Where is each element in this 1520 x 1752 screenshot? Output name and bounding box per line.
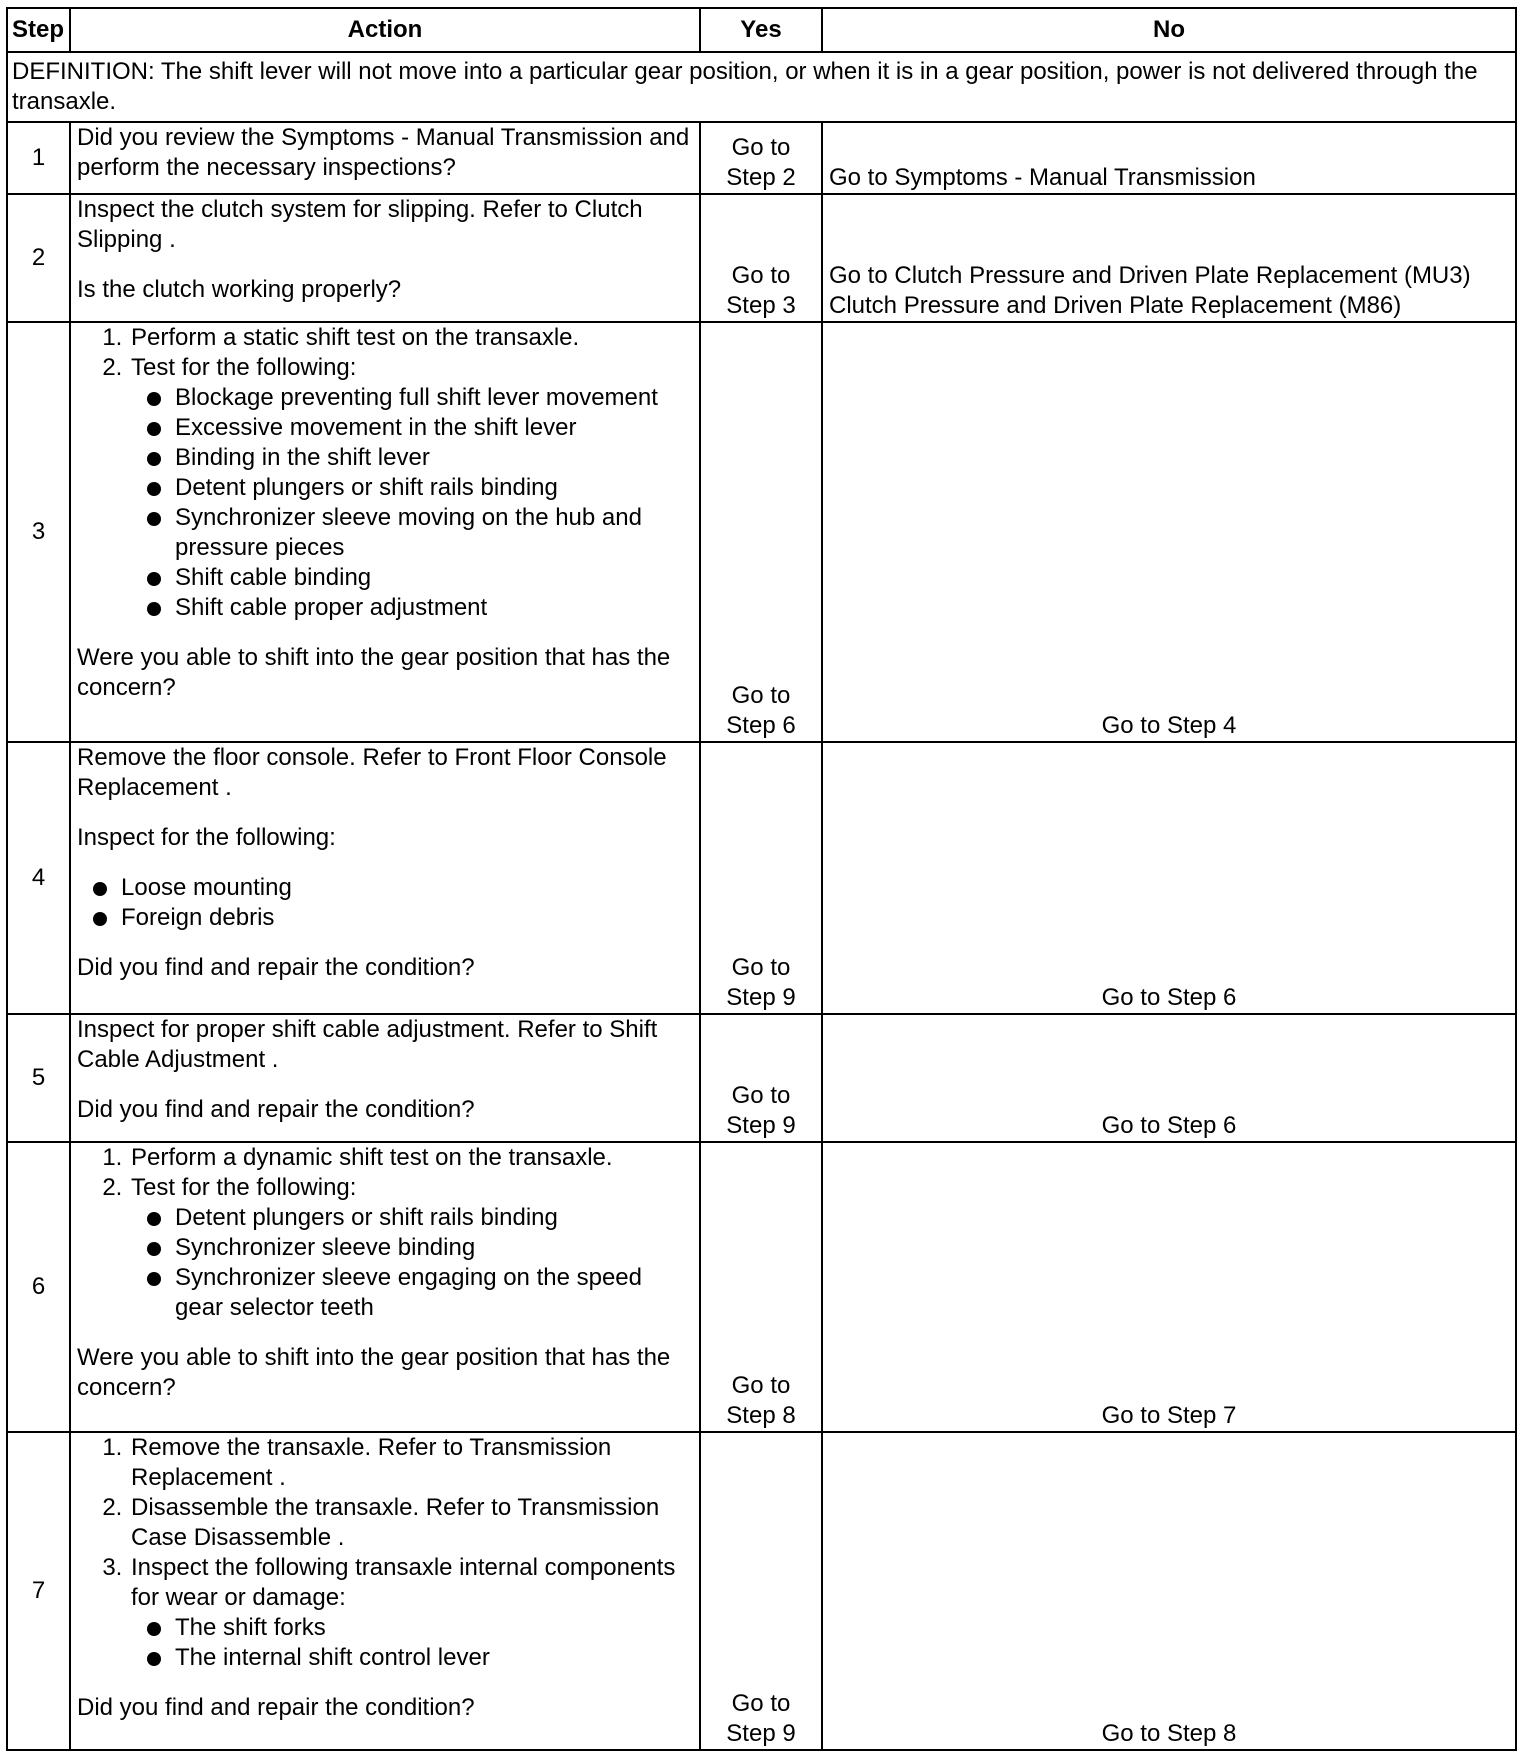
header-row bbox=[7, 8, 1516, 52]
list-item: 2. Disassemble the transaxle. Refer to Transmission Case Disassemble . bbox=[129, 1493, 693, 1553]
header-action: Action bbox=[70, 8, 700, 52]
no-line: Go to Clutch Pressure and Driven Plate Replacement (MU3) bbox=[829, 262, 1471, 289]
list-item bbox=[129, 353, 693, 623]
instruction-text: Inspect the clutch system for slipping. Refer to Clutch Slipping . bbox=[77, 196, 643, 253]
bullet-list bbox=[131, 383, 693, 623]
bullet-item: Shift cable binding bbox=[145, 563, 693, 593]
bullet-item: The internal shift control lever bbox=[145, 1643, 693, 1673]
yes-cell: Go to Step 8 bbox=[700, 1142, 822, 1432]
table-row bbox=[7, 194, 1516, 322]
action-cell bbox=[70, 742, 700, 1014]
diagnostic-table bbox=[6, 7, 1517, 1751]
numbered-list bbox=[77, 323, 693, 623]
yes-cell: Go to Step 9 bbox=[700, 1432, 822, 1750]
action-cell bbox=[70, 1142, 700, 1432]
numbered-list bbox=[77, 1433, 693, 1673]
action-cell bbox=[70, 1432, 700, 1750]
header-yes: Yes bbox=[700, 8, 822, 52]
action-cell bbox=[70, 322, 700, 742]
bullet-list bbox=[131, 1203, 693, 1323]
numbered-list bbox=[77, 1143, 693, 1323]
bullet-item: Synchronizer sleeve moving on the hub and pressure pieces bbox=[145, 503, 693, 563]
yes-cell: Go to Step 3 bbox=[700, 194, 822, 322]
yes-cell: Go to Step 6 bbox=[700, 322, 822, 742]
no-cell: Go to Step 7 bbox=[822, 1142, 1516, 1432]
list-item: 1. Perform a static shift test on the transaxle. bbox=[129, 323, 693, 353]
inspect-intro: Inspect for the following: bbox=[77, 824, 336, 851]
header-step: Step bbox=[7, 8, 70, 52]
no-cell: Go to Symptoms - Manual Transmission bbox=[822, 122, 1516, 194]
definition-text: DEFINITION: The shift lever will not move into a particular gear position, or when it is in a gear position, power is not delivered through the transaxle. bbox=[7, 52, 1516, 122]
bullet-item: Synchronizer sleeve engaging on the speed gear selector teeth bbox=[145, 1263, 693, 1323]
table-row bbox=[7, 1014, 1516, 1142]
bullet-item: Synchronizer sleeve binding bbox=[145, 1233, 693, 1263]
step-number: 1 bbox=[7, 122, 70, 194]
step-number: 2 bbox=[7, 194, 70, 322]
step-number: 3 bbox=[7, 322, 70, 742]
table-row bbox=[7, 1142, 1516, 1432]
bullet-item: Foreign debris bbox=[91, 903, 693, 933]
header-no: No bbox=[822, 8, 1516, 52]
bullet-item: Binding in the shift lever bbox=[145, 443, 693, 473]
bullet-item: Detent plungers or shift rails binding bbox=[145, 1203, 693, 1233]
action-cell bbox=[70, 1014, 700, 1142]
bullet-list bbox=[77, 873, 693, 933]
bullet-item: Detent plungers or shift rails binding bbox=[145, 473, 693, 503]
bullet-item: Blockage preventing full shift lever movement bbox=[145, 383, 693, 413]
step-number: 5 bbox=[7, 1014, 70, 1142]
no-cell: Go to Step 4 bbox=[822, 322, 1516, 742]
definition-row bbox=[7, 52, 1516, 122]
question-text: Did you review the Symptoms - Manual Transmission and perform the necessary inspections? bbox=[77, 124, 690, 181]
question-text: Did you find and repair the condition? bbox=[77, 1694, 475, 1721]
no-cell: Go to Step 8 bbox=[822, 1432, 1516, 1750]
action-cell bbox=[70, 122, 700, 194]
no-cell: Go to Step 6 bbox=[822, 1014, 1516, 1142]
bullet-item: Excessive movement in the shift lever bbox=[145, 413, 693, 443]
step-number: 6 bbox=[7, 1142, 70, 1432]
yes-cell: Go to Step 2 bbox=[700, 122, 822, 194]
step-number: 7 bbox=[7, 1432, 70, 1750]
bullet-list bbox=[131, 1613, 693, 1673]
list-item bbox=[129, 1173, 693, 1323]
action-cell bbox=[70, 194, 700, 322]
table-row bbox=[7, 122, 1516, 194]
step-number: 4 bbox=[7, 742, 70, 1014]
question-text: Is the clutch working properly? bbox=[77, 276, 402, 303]
question-text: Did you find and repair the condition? bbox=[77, 1096, 475, 1123]
table-row bbox=[7, 1432, 1516, 1750]
list-item-text: Test for the following: bbox=[131, 354, 357, 381]
bullet-item: Shift cable proper adjustment bbox=[145, 593, 693, 623]
bullet-item: The shift forks bbox=[145, 1613, 693, 1643]
instruction-text: Remove the floor console. Refer to Front Floor Console Replacement . bbox=[77, 744, 667, 801]
no-cell bbox=[822, 194, 1516, 322]
list-item: 1. Perform a dynamic shift test on the transaxle. bbox=[129, 1143, 693, 1173]
no-cell: Go to Step 6 bbox=[822, 742, 1516, 1014]
no-line: Clutch Pressure and Driven Plate Replacement (M86) bbox=[829, 292, 1402, 319]
bullet-item: Loose mounting bbox=[91, 873, 693, 903]
table-row bbox=[7, 742, 1516, 1014]
yes-cell: Go to Step 9 bbox=[700, 742, 822, 1014]
table-row bbox=[7, 322, 1516, 742]
yes-cell: Go to Step 9 bbox=[700, 1014, 822, 1142]
list-item: 1. Remove the transaxle. Refer to Transmission Replacement . bbox=[129, 1433, 693, 1493]
list-item bbox=[129, 1553, 693, 1673]
question-text: Did you find and repair the condition? bbox=[77, 954, 475, 981]
list-item-text: Inspect the following transaxle internal components for wear or damage: bbox=[131, 1554, 676, 1611]
instruction-text: Inspect for proper shift cable adjustment. Refer to Shift Cable Adjustment . bbox=[77, 1016, 658, 1073]
list-item-text: Test for the following: bbox=[131, 1174, 357, 1201]
question-text: Were you able to shift into the gear position that has the concern? bbox=[77, 644, 671, 701]
question-text: Were you able to shift into the gear position that has the concern? bbox=[77, 1344, 671, 1401]
